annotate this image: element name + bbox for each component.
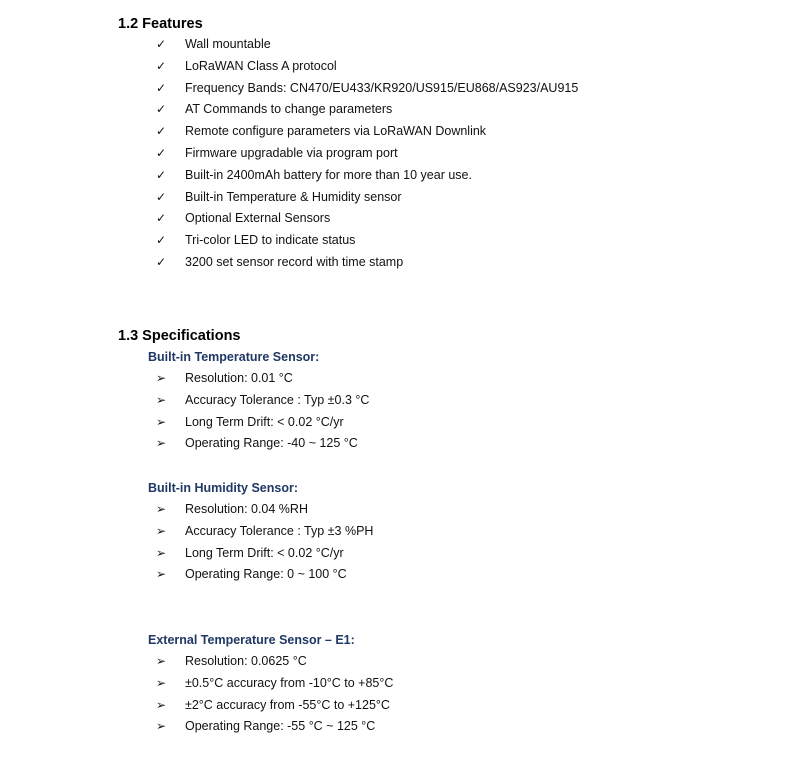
temperature-sensor-title: Built-in Temperature Sensor: <box>148 350 320 364</box>
check-icon: ✓ <box>156 37 167 51</box>
check-icon: ✓ <box>156 254 167 269</box>
arrow-bullet-icon: ➢ <box>156 545 167 560</box>
check-icon: ✓ <box>156 58 167 73</box>
document-page: 1.2 Features ✓ Wall mountable ✓ LoRaWAN Class A protocol ✓ Frequency Bands: CN470/EU433/KR920/US915/EU868/AS923/AU915 ✓ AT Commands to change parameters ✓ Remote configure parameters via LoRaWAN Downlink ✓ Firmware upgradable via program port ✓ Built-in 2400mAh battery for more than 10 year use. ✓ Built-in Temperature & Humidity sensor ✓ Optional External Sensors ✓ Tri-color LED to indicate status ✓ 3200 set sensor record with time stamp 1.3 Specifications Built-in Temperature Sensor: ➢ Resolution: 0.01 °C ➢ Accuracy Tolerance : Typ ±0.3 °C ➢ Long Term Drift: < 0.02 °C/yr ➢ Operating Range: -40 ~ 125 °C Built-in Humidity Sensor: ➢ Resolution: 0.04 %RH ➢ Accuracy Tolerance : Typ ±3 %PH ➢ Long Term Drift: < 0.02 °C/yr ➢ Operating Range: 0 ~ 100 °C External Temperature Sensor – E1: ➢ Resolution: 0.0625 °C ➢ ±0.5°C accuracy from -10°C to +85°C ➢ ±2°C accuracy from -55°C to +125°C ➢ Operating Range: -55 °C ~ 125 °C <box>0 0 791 763</box>
arrow-bullet-icon: ➢ <box>156 392 167 407</box>
arrow-bullet-icon: ➢ <box>156 523 167 538</box>
check-icon: ✓ <box>156 189 167 204</box>
arrow-bullet-icon: ➢ <box>156 567 167 582</box>
arrow-bullet-icon: ➢ <box>156 697 167 712</box>
arrow-bullet-icon: ➢ <box>156 675 167 690</box>
check-icon: ✓ <box>156 124 167 139</box>
arrow-bullet-icon: ➢ <box>156 502 167 516</box>
arrow-bullet-icon: ➢ <box>156 414 167 429</box>
specifications-heading: 1.3 Specifications <box>118 328 241 344</box>
check-icon: ✓ <box>156 102 167 117</box>
arrow-bullet-icon: ➢ <box>156 654 167 668</box>
check-icon: ✓ <box>156 80 167 95</box>
humidity-sensor-title: Built-in Humidity Sensor: <box>148 481 298 495</box>
arrow-bullet-icon: ➢ <box>156 436 167 451</box>
check-icon: ✓ <box>156 145 167 160</box>
check-icon: ✓ <box>156 167 167 182</box>
arrow-bullet-icon: ➢ <box>156 371 167 385</box>
check-icon: ✓ <box>156 211 167 226</box>
arrow-bullet-icon: ➢ <box>156 719 167 734</box>
check-icon: ✓ <box>156 233 167 248</box>
external-sensor-title: External Temperature Sensor – E1: <box>148 633 355 647</box>
features-heading: 1.2 Features <box>118 16 203 32</box>
